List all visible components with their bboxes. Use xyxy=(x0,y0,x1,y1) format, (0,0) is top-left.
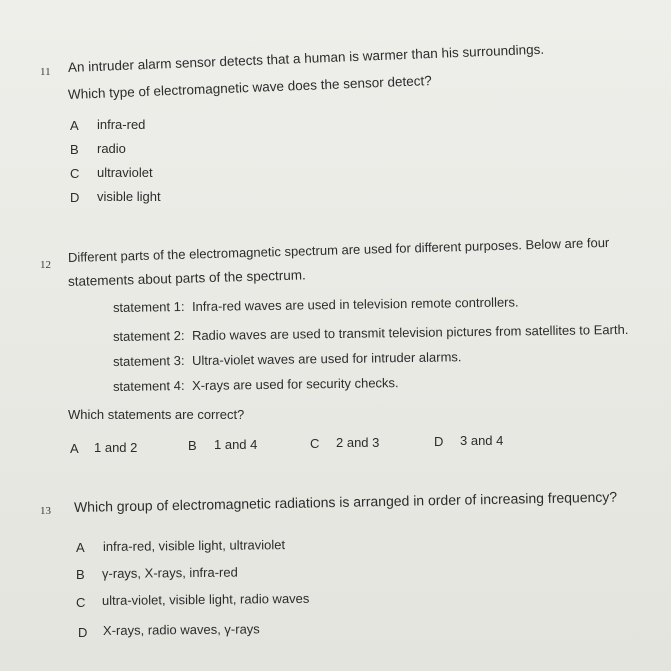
question-stem-line-1: Different parts of the electromagnetic spectrum are used for different purposes. Below are four xyxy=(67,234,610,265)
statement-text: Ultra-violet waves are used for intruder alarms. xyxy=(191,349,462,368)
statement-label: statement 3: xyxy=(112,353,185,369)
option-letter-c: C xyxy=(70,166,80,181)
option-text-d: visible light xyxy=(97,189,161,204)
option-text-a: infra-red xyxy=(97,117,146,132)
question-stem-line-2: Which type of electromagnetic wave does the sensor detect? xyxy=(67,73,432,102)
option-text-c: 2 and 3 xyxy=(336,435,380,450)
option-letter-d: D xyxy=(78,625,88,640)
option-letter-d: D xyxy=(70,190,80,205)
statement-label: statement 1: xyxy=(112,299,185,315)
option-text-b: γ-rays, X-rays, infra-red xyxy=(101,564,238,581)
statement-text: Radio waves are used to transmit television pictures from satellites to Earth. xyxy=(191,321,629,343)
option-letter-b: B xyxy=(76,567,85,582)
option-letter-b: B xyxy=(188,438,197,453)
option-letter-a: A xyxy=(76,540,85,555)
option-letter-d: D xyxy=(434,434,444,449)
statement-text: Infra-red waves are used in television remote controllers. xyxy=(191,294,519,314)
option-text-c: ultra-violet, visible light, radio waves xyxy=(101,590,310,608)
option-text-d: 3 and 4 xyxy=(460,433,504,448)
statement-label: statement 4: xyxy=(112,378,185,394)
question-number: 12 xyxy=(40,259,51,271)
question-stem-line-1: An intruder alarm sensor detects that a human is warmer than his surroundings. xyxy=(67,41,545,75)
option-text-c: ultraviolet xyxy=(97,165,153,180)
option-text-b: radio xyxy=(97,141,126,156)
option-letter-a: A xyxy=(70,118,79,133)
option-text-b: 1 and 4 xyxy=(214,437,258,452)
option-text-a: infra-red, visible light, ultraviolet xyxy=(102,537,286,554)
option-letter-c: C xyxy=(76,595,86,610)
option-letter-c: C xyxy=(310,436,320,451)
option-letter-b: B xyxy=(70,142,79,157)
question-number: 13 xyxy=(40,505,51,517)
option-text-a: 1 and 2 xyxy=(94,440,138,455)
option-text-d: X-rays, radio waves, γ-rays xyxy=(102,621,260,638)
question-stem-line-2: statements about parts of the spectrum. xyxy=(67,267,306,289)
question-number: 11 xyxy=(40,66,51,78)
question-prompt: Which statements are correct? xyxy=(68,407,245,422)
statement-text: X-rays are used for security checks. xyxy=(191,375,399,393)
option-letter-a: A xyxy=(70,441,79,456)
statement-label: statement 2: xyxy=(112,328,185,344)
question-stem: Which group of electromagnetic radiations is arranged in order of increasing frequency? xyxy=(73,488,618,515)
